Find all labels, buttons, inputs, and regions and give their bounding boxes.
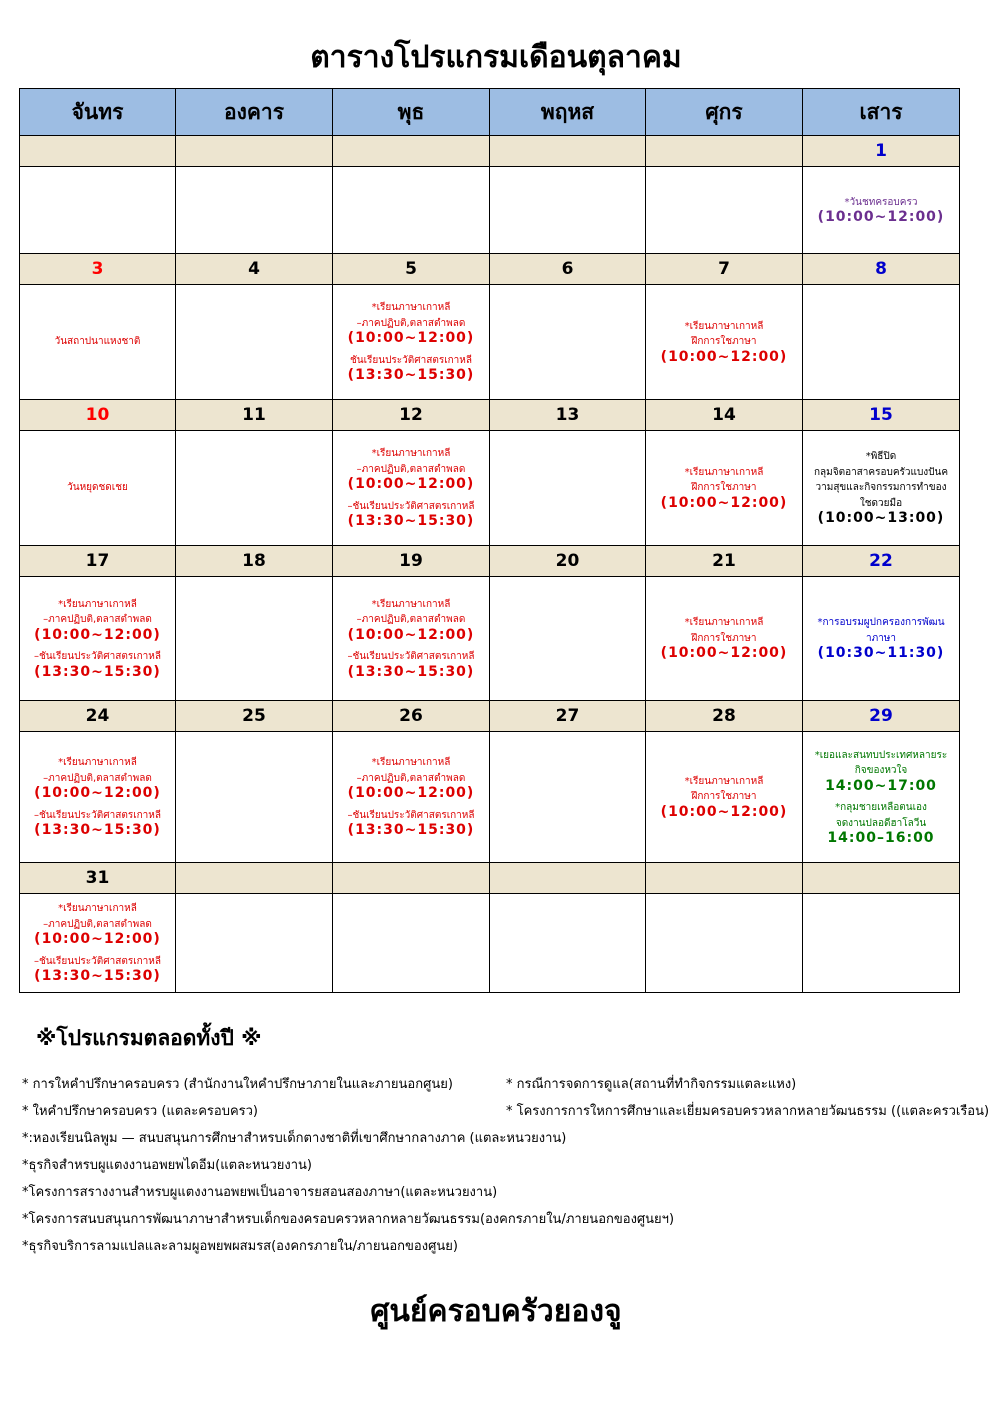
weekday-header: พฤหส [490, 89, 646, 136]
event-cell [176, 732, 333, 863]
event-time: (10:00~12:00) [347, 785, 475, 802]
event-cell [490, 732, 646, 863]
event-time: (10:00~12:00) [347, 330, 475, 347]
note-row [22, 1235, 972, 1262]
event-text: –ชันเรียนประวัติศาสตรเกาหลี [33, 809, 162, 821]
event-time: (13:30~15:30) [347, 367, 475, 384]
event-text: กิจของหวใจ [854, 765, 908, 776]
event-cell [20, 285, 176, 400]
date-cell: 4 [176, 254, 333, 285]
event-cell [176, 894, 333, 993]
event-time: (10:00~12:00) [347, 476, 475, 493]
event-cell [20, 894, 176, 993]
event-text: *เยอและสนทบประเทศหลายระ [814, 749, 948, 761]
date-row [20, 701, 960, 732]
event-cell [176, 431, 333, 546]
date-cell [20, 136, 176, 167]
date-row [20, 546, 960, 577]
event-time: (10:00~12:00) [660, 645, 788, 662]
event-time: (10:00~12:00) [34, 785, 161, 802]
event-text: *เรียนภาษาเกาหลี [371, 598, 451, 610]
event-text: *เรียนภาษาเกาหลี [58, 757, 137, 769]
date-row [20, 136, 960, 167]
event-cell [646, 894, 803, 993]
note-row [22, 1154, 972, 1181]
event-time: (13:30~15:30) [347, 663, 475, 680]
weekday-header-row [20, 89, 960, 136]
event-cell [803, 167, 960, 254]
event-text: –ชันเรียนประวัติศาสตรเกาหลี [347, 500, 475, 512]
event-text: *เรียนภาษาเกาหลี [684, 320, 764, 332]
date-cell: 1 [803, 136, 960, 167]
event-cell [490, 285, 646, 400]
event-cell [333, 577, 490, 701]
event-cell [20, 167, 176, 254]
note-item: * โครงการการใหการศึกษาและเยี่ยมครอบครวหลากหลายวัฒนธรรม ((แตละครวเรือน) [506, 1104, 990, 1119]
event-cell [646, 732, 803, 863]
note-item: * กรณีการจดการดูแล(สถานที่ทำกิจกรรมแตละแหง) [506, 1077, 797, 1092]
event-time: (13:30~15:30) [34, 968, 161, 985]
event-cell [490, 894, 646, 993]
note-row [22, 1100, 990, 1127]
event-text: ใชดวยมือ [859, 497, 903, 509]
date-cell: 28 [646, 701, 803, 732]
date-cell: 12 [333, 400, 490, 431]
event-cell [333, 431, 490, 546]
date-cell: 8 [803, 254, 960, 285]
event-text: –ชันเรียนประวัติศาสตรเกาหลี [347, 809, 475, 821]
footer-center-name: ศูนย์ครอบครัวยองจู [370, 1294, 622, 1329]
event-time: (13:30~15:30) [34, 822, 161, 839]
event-text: วามสุขและกิจกรรมการทำของ [815, 482, 947, 494]
note-row [22, 1127, 972, 1154]
event-time: 14:00–16:00 [827, 830, 935, 846]
date-cell: 24 [20, 701, 176, 732]
date-row [20, 863, 960, 894]
event-text: –ภาคปฏิบติ,ตลาสตำพลด [43, 918, 152, 930]
event-cell [20, 431, 176, 546]
note-item: * ใหคำปรึกษาครอบครว (แตละครอบครว) [22, 1104, 258, 1119]
weekday-header: เสาร [803, 89, 960, 136]
event-time: (10:00~13:00) [817, 510, 945, 527]
event-text: *กลุมชายเหลือตนเอง [835, 802, 927, 813]
event-text: –ชันเรียนประวัติศาสตรเกาหลี [347, 651, 475, 663]
date-cell: 14 [646, 400, 803, 431]
date-cell: 13 [490, 400, 646, 431]
event-text: –ภาคปฏิบติ,ตลาสตำพลด [43, 772, 152, 784]
event-row [20, 577, 960, 701]
event-cell [333, 894, 490, 993]
date-cell: 20 [490, 546, 646, 577]
event-row [20, 167, 960, 254]
event-time: 14:00~17:00 [825, 777, 937, 794]
note-row [22, 1181, 972, 1208]
note-row [22, 1073, 972, 1100]
event-time: (13:30~15:30) [34, 663, 161, 680]
event-cell [333, 167, 490, 254]
event-text: วันหยุดชดเชย [67, 482, 128, 494]
event-cell [646, 167, 803, 254]
date-cell: 5 [333, 254, 490, 285]
event-text: *เรียนภาษาเกาหลี [371, 302, 451, 314]
date-row [20, 400, 960, 431]
date-cell: 15 [803, 400, 960, 431]
date-cell: 27 [490, 701, 646, 732]
note-item: *ธุรกิจบริการลามแปลและลามผูอพยพผสมรส(องคกรภายใน/ภายนอกของศูนย) [22, 1239, 458, 1254]
event-cell [20, 577, 176, 701]
event-cell [490, 577, 646, 701]
event-time: (13:30~15:30) [347, 513, 475, 530]
note-item: * การใหคำปรึกษาครอบครว (สำนักงานใหคำปรึกษาภายในและภายนอกศูนย) [22, 1077, 453, 1092]
note-item: *:หองเรียนนิลพูม — สนบสนุนการศึกษาสำหรบเด็กตางชาติที่เขาศึกษากลางภาค (แตละหนวยงาน) [22, 1131, 567, 1146]
event-cell [803, 431, 960, 546]
event-time: (10:00~12:00) [347, 626, 475, 643]
event-text: *เรียนภาษาเกาหลี [684, 775, 764, 787]
event-cell [490, 431, 646, 546]
date-cell: 21 [646, 546, 803, 577]
date-cell [646, 863, 803, 894]
note-item: *โครงการสรางงานสำหรบผูแตงงานอพยพเป็นอาจารยสอนสองภาษา(แตละหนวยงาน) [22, 1185, 498, 1200]
note-item: *ธุรกิจสำหรบผูแตงงานอพยพไดอีม(แตละหนวยงาน) [22, 1158, 313, 1173]
date-cell [333, 863, 490, 894]
event-text: ฝึกการใชภาษา [691, 791, 757, 803]
event-cell [176, 285, 333, 400]
event-text: –ภาคปฏิบติ,ตลาสตำพลด [356, 614, 466, 626]
event-text: ฝึกการใชภาษา [691, 632, 757, 644]
event-time: (10:00~12:00) [660, 348, 788, 365]
event-text: *เรียนภาษาเกาหลี [684, 617, 764, 629]
event-text: ชันเรียนประวัติศาสตรเกาหลี [349, 354, 473, 366]
event-cell [803, 285, 960, 400]
event-text: –ภาคปฏิบติ,ตลาสตำพลด [356, 463, 466, 475]
program-notes [22, 1073, 990, 1262]
event-time: (10:00~12:00) [817, 209, 945, 225]
event-row [20, 285, 960, 400]
event-cell [803, 894, 960, 993]
event-time: (10:30~11:30) [817, 645, 945, 662]
date-cell: 17 [20, 546, 176, 577]
date-cell: 25 [176, 701, 333, 732]
event-row [20, 732, 960, 863]
page-title: ตารางโปรแกรมเดือนตุลาคม [310, 40, 682, 75]
date-cell: 11 [176, 400, 333, 431]
date-row [20, 254, 960, 285]
event-row [20, 894, 960, 993]
event-time: (13:30~15:30) [347, 822, 475, 839]
calendar-table [19, 88, 960, 993]
event-cell [490, 167, 646, 254]
event-cell [803, 577, 960, 701]
date-cell: 7 [646, 254, 803, 285]
event-text: *การอบรมผูปกครองการพัฒน [817, 617, 945, 629]
event-cell [333, 285, 490, 400]
date-cell: 26 [333, 701, 490, 732]
weekday-header: พุธ [333, 89, 490, 136]
event-time: (10:00~12:00) [660, 803, 788, 820]
event-text: –ภาคปฏิบติ,ตลาสตำพลด [356, 772, 466, 784]
event-row [20, 431, 960, 546]
event-text: *พิธีปิด [865, 451, 897, 463]
event-time: (10:00~12:00) [660, 494, 788, 511]
event-text: *เรียนภาษาเกาหลี [684, 466, 764, 478]
weekday-header: จันทร [20, 89, 176, 136]
event-text: กลุมจิตอาสาครอบครัวแบงปันค [813, 466, 949, 478]
event-text: *เรียนภาษาเกาหลี [58, 903, 137, 915]
note-row [22, 1208, 972, 1235]
event-text: –ภาคปฏิบติ,ตลาสตำพลด [356, 317, 466, 329]
event-time: (10:00~12:00) [34, 931, 161, 948]
event-text: *เรียนภาษาเกาหลี [58, 598, 137, 610]
date-cell [176, 863, 333, 894]
date-cell: 10 [20, 400, 176, 431]
event-cell [333, 732, 490, 863]
event-cell [176, 167, 333, 254]
event-cell [20, 732, 176, 863]
event-text: *เรียนภาษาเกาหลี [371, 448, 451, 460]
event-cell [176, 577, 333, 701]
event-time: (10:00~12:00) [34, 626, 161, 643]
date-cell: 29 [803, 701, 960, 732]
event-cell [646, 431, 803, 546]
date-cell: 3 [20, 254, 176, 285]
date-cell [333, 136, 490, 167]
event-cell [803, 732, 960, 863]
event-text: –ชันเรียนประวัติศาสตรเกาหลี [33, 955, 162, 967]
event-text: –ชันเรียนประวัติศาสตรเกาหลี [33, 651, 162, 663]
date-cell: 22 [803, 546, 960, 577]
date-cell [176, 136, 333, 167]
date-cell [490, 136, 646, 167]
event-cell [646, 577, 803, 701]
weekday-header: ศุกร [646, 89, 803, 136]
event-text: –ภาคปฏิบติ,ตลาสตำพลด [43, 614, 152, 626]
program-section-title: ※โปรแกรมตลอดทั้งปี ※ [36, 1026, 262, 1050]
event-text: าภาษา [865, 632, 897, 644]
weekday-header: องคาร [176, 89, 333, 136]
event-text: *เรียนภาษาเกาหลี [371, 757, 451, 769]
note-item: *โครงการสนบสนุนการพัฒนาภาษาสำหรบเด็กของครอบครวหลากหลายวัฒนธรรม(องคกรภายใน/ภายนอกของศูนยฯ) [22, 1212, 675, 1227]
date-cell [490, 863, 646, 894]
event-text: ฝึกการใชภาษา [691, 336, 757, 348]
date-cell: 19 [333, 546, 490, 577]
event-text: จดงานปลอดีฮาโลวีน [835, 817, 927, 829]
event-text: *วันชทครอบครว [844, 196, 918, 208]
event-text: วันสถาปนาแหงชาติ [54, 336, 141, 348]
date-cell: 31 [20, 863, 176, 894]
date-cell: 18 [176, 546, 333, 577]
date-cell [646, 136, 803, 167]
date-cell [803, 863, 960, 894]
date-cell: 6 [490, 254, 646, 285]
event-text: ฝึกการใชภาษา [691, 482, 757, 494]
event-cell [646, 285, 803, 400]
